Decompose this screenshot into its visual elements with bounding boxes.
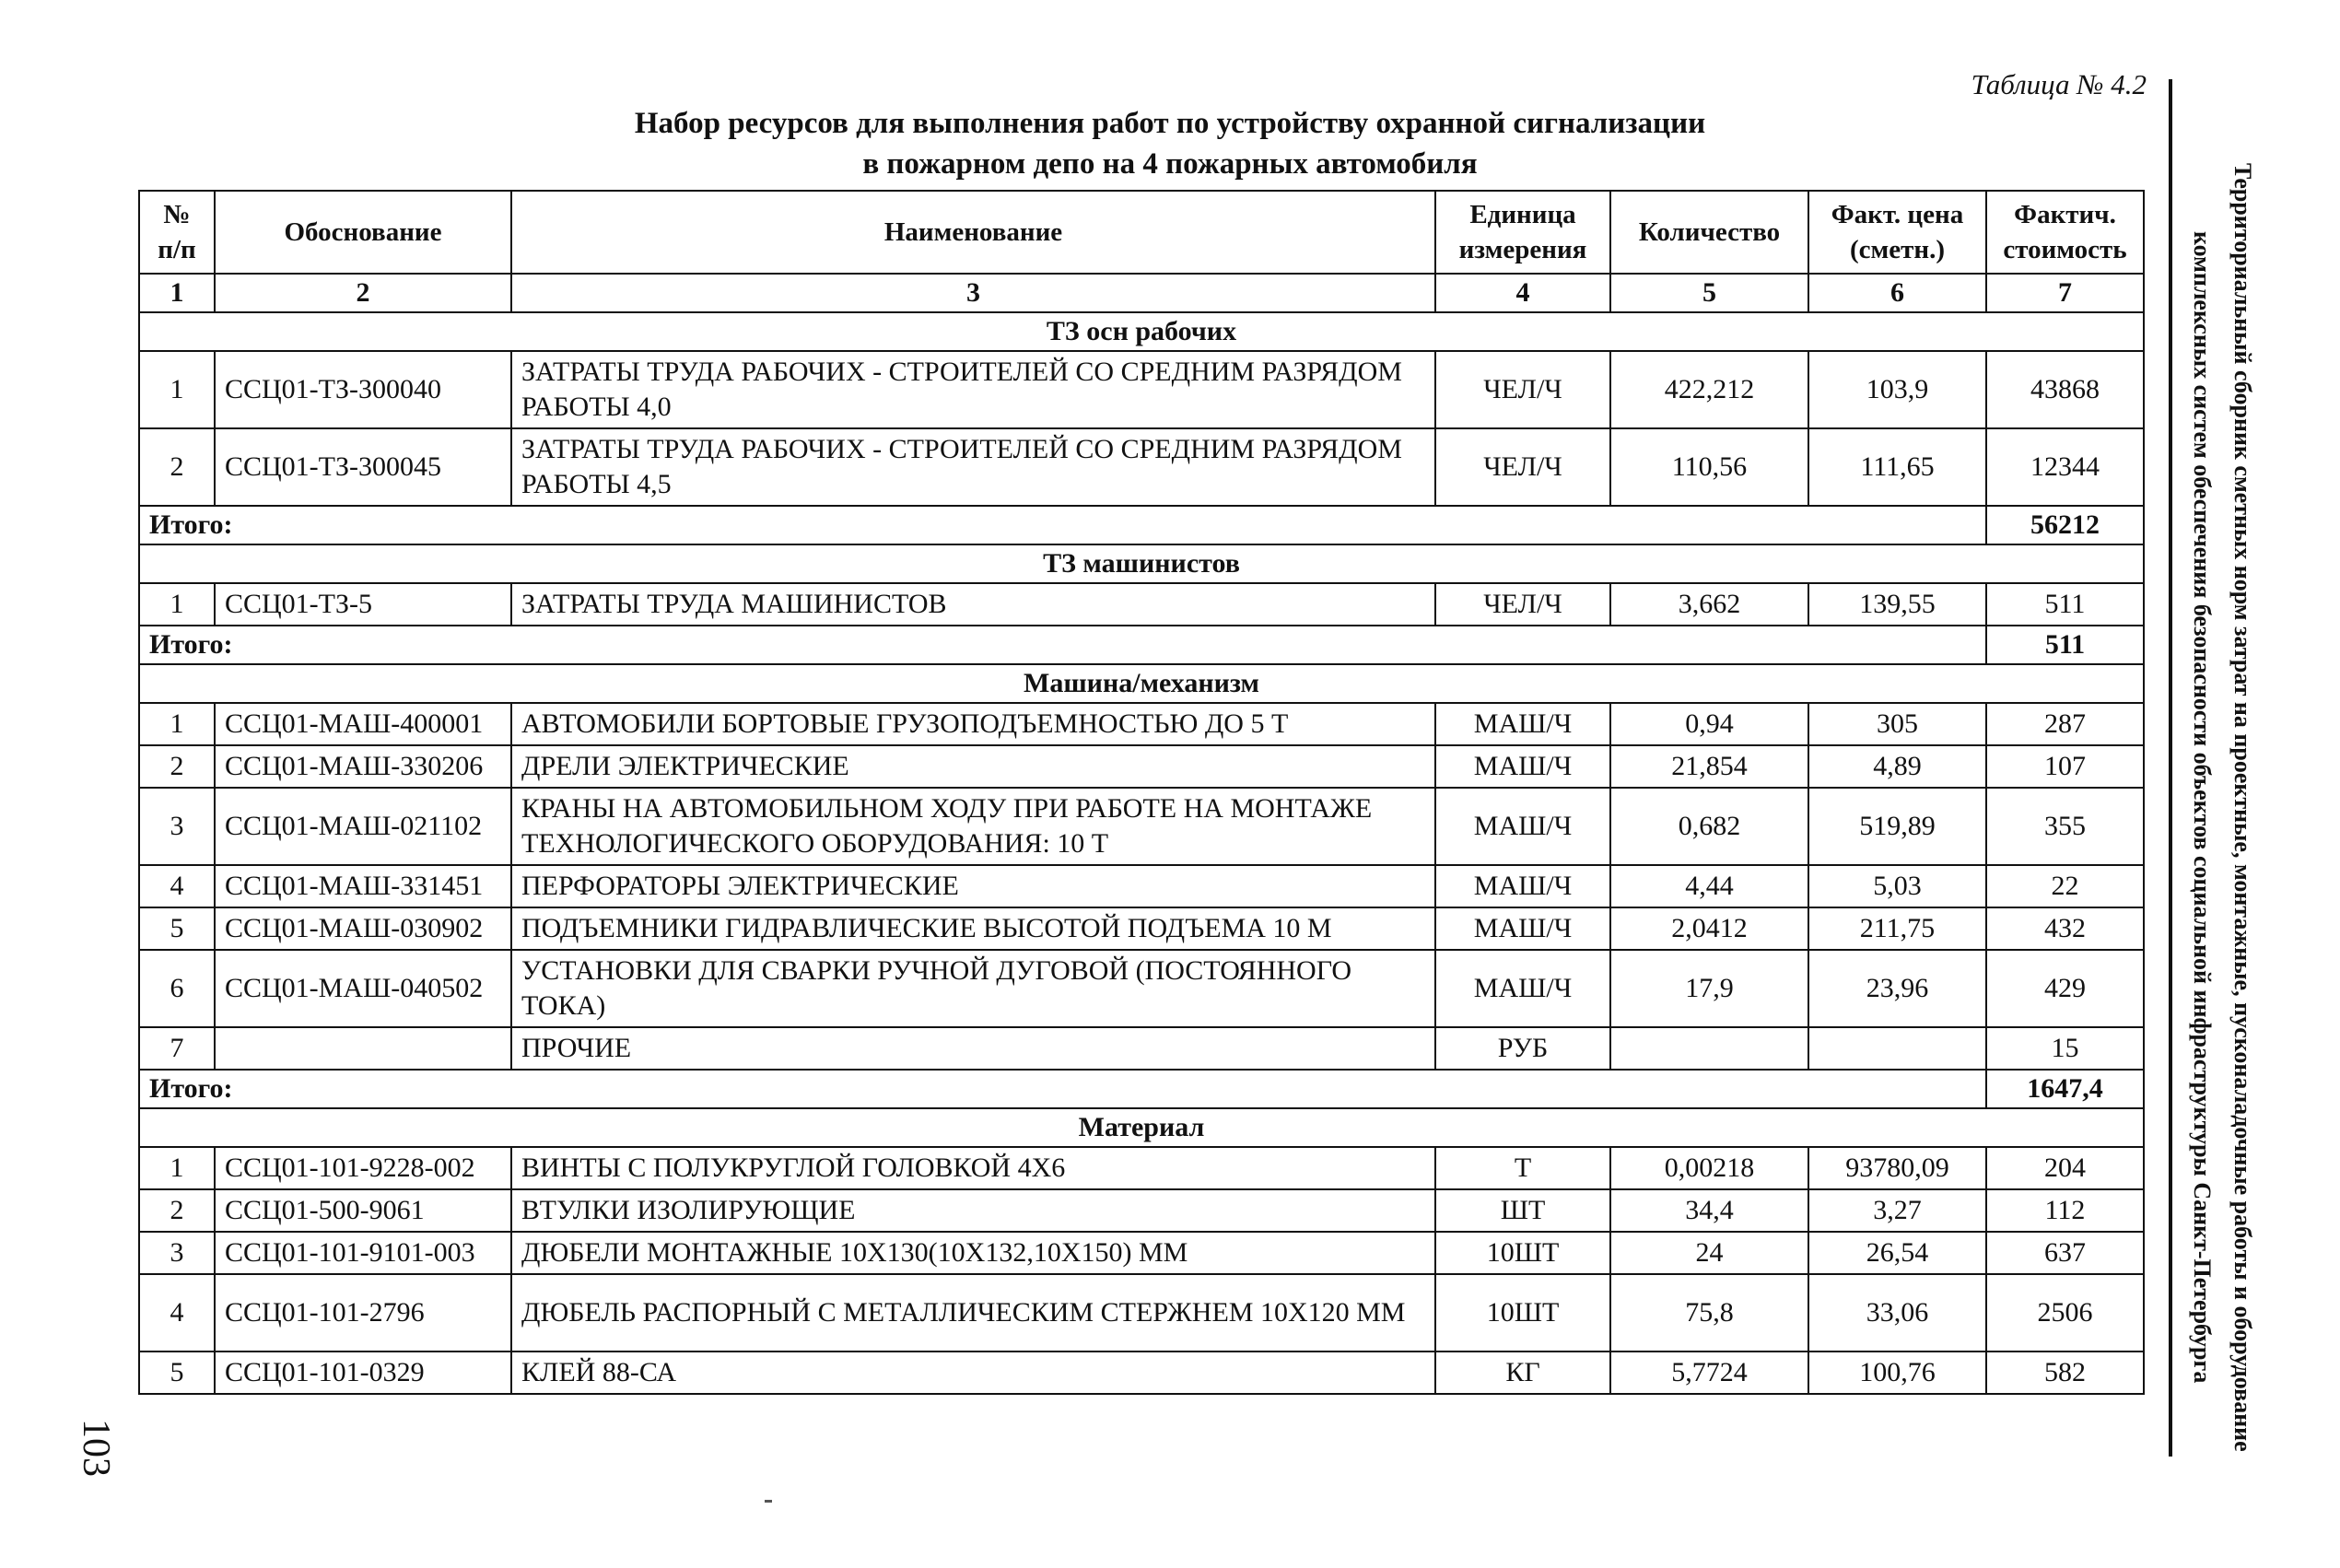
cell-qty: 5,7724 xyxy=(1610,1352,1808,1394)
cell-name: ПОДЪЕМНИКИ ГИДРАВЛИЧЕСКИЕ ВЫСОТОЙ ПОДЪЕМА 10 М xyxy=(511,907,1435,950)
col-header-no: № п/п xyxy=(139,191,215,274)
cell-name: КЛЕЙ 88-СА xyxy=(511,1352,1435,1394)
cell-basis: ССЦ01-ТЗ-300040 xyxy=(215,351,511,428)
cell-price: 33,06 xyxy=(1808,1274,1986,1352)
subtotal-label: Итого: xyxy=(139,1070,1986,1108)
col-index: 5 xyxy=(1610,274,1808,312)
table-row xyxy=(139,865,2144,907)
cell-price: 5,03 xyxy=(1808,865,1986,907)
cell-price: 4,89 xyxy=(1808,745,1986,788)
cell-cost: 15 xyxy=(1986,1027,2144,1070)
cell-price xyxy=(1808,1027,1986,1070)
cell-name: УСТАНОВКИ ДЛЯ СВАРКИ РУЧНОЙ ДУГОВОЙ (ПОСТОЯННОГО ТОКА) xyxy=(511,950,1435,1027)
table-row xyxy=(139,1274,2144,1352)
cell-unit: ШТ xyxy=(1435,1189,1610,1232)
table-row xyxy=(139,1189,2144,1232)
col-index: 6 xyxy=(1808,274,1986,312)
section-title: Материал xyxy=(139,1108,2144,1147)
cell-name: ЗАТРАТЫ ТРУДА МАШИНИСТОВ xyxy=(511,583,1435,626)
header-row xyxy=(139,191,2144,274)
title-line-1: Набор ресурсов для выполнения работ по устройству охранной сигнализации xyxy=(634,107,1706,140)
cell-cost: 432 xyxy=(1986,907,2144,950)
cell-price: 305 xyxy=(1808,703,1986,745)
col-header-unit: Единица измерения xyxy=(1435,191,1610,274)
subtotal-value: 511 xyxy=(1986,626,2144,664)
table-row xyxy=(139,703,2144,745)
table-number: Таблица № 4.2 xyxy=(1971,68,2147,100)
cell-price: 103,9 xyxy=(1808,351,1986,428)
col-header-basis: Обоснование xyxy=(215,191,511,274)
cell-no: 5 xyxy=(139,1352,215,1394)
cell-name: ПЕРФОРАТОРЫ ЭЛЕКТРИЧЕСКИЕ xyxy=(511,865,1435,907)
col-header-cost: Фактич. стоимость xyxy=(1986,191,2144,274)
cell-qty: 4,44 xyxy=(1610,865,1808,907)
cell-no: 7 xyxy=(139,1027,215,1070)
cell-unit: МАШ/Ч xyxy=(1435,950,1610,1027)
table-row xyxy=(139,788,2144,865)
cell-unit: ЧЕЛ/Ч xyxy=(1435,351,1610,428)
cell-qty: 75,8 xyxy=(1610,1274,1808,1352)
title-line-2: в пожарном депо на 4 пожарных автомобиля xyxy=(862,147,1478,181)
cell-name: КРАНЫ НА АВТОМОБИЛЬНОМ ХОДУ ПРИ РАБОТЕ НА МОНТАЖЕ ТЕХНОЛОГИЧЕСКОГО ОБОРУДОВАНИЯ: 10 Т xyxy=(511,788,1435,865)
cell-no: 3 xyxy=(139,788,215,865)
cell-basis xyxy=(215,1027,511,1070)
col-index: 3 xyxy=(511,274,1435,312)
cell-unit: 10ШТ xyxy=(1435,1274,1610,1352)
cell-name: ВИНТЫ С ПОЛУКРУГЛОЙ ГОЛОВКОЙ 4Х6 xyxy=(511,1147,1435,1189)
side-caption xyxy=(2180,162,2263,1452)
table-row xyxy=(139,950,2144,1027)
cell-name: ДРЕЛИ ЭЛЕКТРИЧЕСКИЕ xyxy=(511,745,1435,788)
cell-cost: 355 xyxy=(1986,788,2144,865)
cell-qty: 0,00218 xyxy=(1610,1147,1808,1189)
cell-cost: 22 xyxy=(1986,865,2144,907)
cell-no: 4 xyxy=(139,865,215,907)
side-caption-line-2: комплексных систем обеспечения безопасности объектов социальной инфраструктуры Санкт-Петербурга xyxy=(2189,230,2216,1384)
cell-qty: 17,9 xyxy=(1610,950,1808,1027)
cell-basis: ССЦ01-ТЗ-300045 xyxy=(215,428,511,506)
table-row xyxy=(139,1232,2144,1274)
cell-qty: 21,854 xyxy=(1610,745,1808,788)
subtotal-row xyxy=(139,506,2144,544)
cell-basis: ССЦ01-МАШ-330206 xyxy=(215,745,511,788)
cell-cost: 429 xyxy=(1986,950,2144,1027)
cell-cost: 582 xyxy=(1986,1352,2144,1394)
cell-basis: ССЦ01-МАШ-040502 xyxy=(215,950,511,1027)
cell-qty: 24 xyxy=(1610,1232,1808,1274)
cell-unit: Т xyxy=(1435,1147,1610,1189)
table-row xyxy=(139,1027,2144,1070)
cell-no: 1 xyxy=(139,583,215,626)
cell-qty: 0,682 xyxy=(1610,788,1808,865)
subtotal-label: Итого: xyxy=(139,506,1986,544)
margin-rule xyxy=(2169,79,2172,1457)
cell-no: 1 xyxy=(139,703,215,745)
table-row xyxy=(139,1352,2144,1394)
cell-no: 3 xyxy=(139,1232,215,1274)
cell-cost: 2506 xyxy=(1986,1274,2144,1352)
cell-qty: 0,94 xyxy=(1610,703,1808,745)
side-caption-line-1: Территориальный сборник сметных норм затрат на проектные, монтажные, пусконаладочные работы и оборудование xyxy=(2229,162,2256,1452)
col-header-name: Наименование xyxy=(511,191,1435,274)
col-index: 7 xyxy=(1986,274,2144,312)
cell-qty: 34,4 xyxy=(1610,1189,1808,1232)
cell-price: 139,55 xyxy=(1808,583,1986,626)
cell-unit: 10ШТ xyxy=(1435,1232,1610,1274)
subtotal-row xyxy=(139,1070,2144,1108)
section-title: ТЗ машинистов xyxy=(139,544,2144,583)
cell-name: ДЮБЕЛИ МОНТАЖНЫЕ 10Х130(10Х132,10Х150) ММ xyxy=(511,1232,1435,1274)
cell-basis: ССЦ01-101-0329 xyxy=(215,1352,511,1394)
cell-no: 4 xyxy=(139,1274,215,1352)
resources-table xyxy=(138,190,2145,1395)
cell-basis: ССЦ01-101-9101-003 xyxy=(215,1232,511,1274)
col-index: 2 xyxy=(215,274,511,312)
table-row xyxy=(139,351,2144,428)
cell-price: 3,27 xyxy=(1808,1189,1986,1232)
subtotal-value: 1647,4 xyxy=(1986,1070,2144,1108)
cell-unit: МАШ/Ч xyxy=(1435,788,1610,865)
cell-qty: 110,56 xyxy=(1610,428,1808,506)
cell-name: ЗАТРАТЫ ТРУДА РАБОЧИХ - СТРОИТЕЛЕЙ СО СРЕДНИМ РАЗРЯДОМ РАБОТЫ 4,5 xyxy=(511,428,1435,506)
table-row xyxy=(139,428,2144,506)
cell-basis: ССЦ01-МАШ-030902 xyxy=(215,907,511,950)
subtotal-value: 56212 xyxy=(1986,506,2144,544)
subtotal-label: Итого: xyxy=(139,626,1986,664)
cell-name: ПРОЧИЕ xyxy=(511,1027,1435,1070)
col-index: 1 xyxy=(139,274,215,312)
cell-unit: ЧЕЛ/Ч xyxy=(1435,428,1610,506)
cell-price: 211,75 xyxy=(1808,907,1986,950)
cell-name: ВТУЛКИ ИЗОЛИРУЮЩИЕ xyxy=(511,1189,1435,1232)
col-index: 4 xyxy=(1435,274,1610,312)
cell-no: 2 xyxy=(139,1189,215,1232)
col-header-qty: Количество xyxy=(1610,191,1808,274)
cell-cost: 637 xyxy=(1986,1232,2144,1274)
cell-unit: КГ xyxy=(1435,1352,1610,1394)
cell-no: 6 xyxy=(139,950,215,1027)
cell-unit: МАШ/Ч xyxy=(1435,703,1610,745)
cell-cost: 112 xyxy=(1986,1189,2144,1232)
column-index-row xyxy=(139,274,2144,312)
cell-basis: ССЦ01-101-9228-002 xyxy=(215,1147,511,1189)
cell-cost: 204 xyxy=(1986,1147,2144,1189)
section-header-row xyxy=(139,1108,2144,1147)
cell-name: ДЮБЕЛЬ РАСПОРНЫЙ С МЕТАЛЛИЧЕСКИМ СТЕРЖНЕМ 10Х120 ММ xyxy=(511,1274,1435,1352)
section-title: ТЗ осн рабочих xyxy=(139,312,2144,351)
cell-basis: ССЦ01-ТЗ-5 xyxy=(215,583,511,626)
cell-name: ЗАТРАТЫ ТРУДА РАБОЧИХ - СТРОИТЕЛЕЙ СО СРЕДНИМ РАЗРЯДОМ РАБОТЫ 4,0 xyxy=(511,351,1435,428)
section-title: Машина/механизм xyxy=(139,664,2144,703)
cell-price: 111,65 xyxy=(1808,428,1986,506)
cell-cost: 287 xyxy=(1986,703,2144,745)
cell-price: 26,54 xyxy=(1808,1232,1986,1274)
col-header-price: Факт. цена (сметн.) xyxy=(1808,191,1986,274)
table-row xyxy=(139,745,2144,788)
cell-basis: ССЦ01-МАШ-400001 xyxy=(215,703,511,745)
cell-no: 5 xyxy=(139,907,215,950)
cell-cost: 107 xyxy=(1986,745,2144,788)
cell-unit: ЧЕЛ/Ч xyxy=(1435,583,1610,626)
cell-no: 2 xyxy=(139,745,215,788)
cell-no: 1 xyxy=(139,1147,215,1189)
scan-mark xyxy=(765,1500,772,1503)
cell-price: 93780,09 xyxy=(1808,1147,1986,1189)
cell-qty: 422,212 xyxy=(1610,351,1808,428)
subtotal-row xyxy=(139,626,2144,664)
cell-cost: 43868 xyxy=(1986,351,2144,428)
table-row xyxy=(139,583,2144,626)
section-header-row xyxy=(139,664,2144,703)
cell-unit: РУБ xyxy=(1435,1027,1610,1070)
page-number: 103 xyxy=(75,1419,117,1477)
cell-price: 100,76 xyxy=(1808,1352,1986,1394)
table-row xyxy=(139,1147,2144,1189)
cell-basis: ССЦ01-101-2796 xyxy=(215,1274,511,1352)
cell-basis: ССЦ01-МАШ-021102 xyxy=(215,788,511,865)
cell-name: АВТОМОБИЛИ БОРТОВЫЕ ГРУЗОПОДЪЕМНОСТЬЮ ДО 5 Т xyxy=(511,703,1435,745)
cell-basis: ССЦ01-МАШ-331451 xyxy=(215,865,511,907)
cell-unit: МАШ/Ч xyxy=(1435,745,1610,788)
cell-qty xyxy=(1610,1027,1808,1070)
document-title xyxy=(138,103,2202,184)
cell-cost: 12344 xyxy=(1986,428,2144,506)
cell-qty: 2,0412 xyxy=(1610,907,1808,950)
cell-unit: МАШ/Ч xyxy=(1435,865,1610,907)
cell-price: 519,89 xyxy=(1808,788,1986,865)
cell-no: 2 xyxy=(139,428,215,506)
cell-qty: 3,662 xyxy=(1610,583,1808,626)
cell-cost: 511 xyxy=(1986,583,2144,626)
section-header-row xyxy=(139,312,2144,351)
cell-basis: ССЦ01-500-9061 xyxy=(215,1189,511,1232)
cell-no: 1 xyxy=(139,351,215,428)
section-header-row xyxy=(139,544,2144,583)
table-row xyxy=(139,907,2144,950)
cell-unit: МАШ/Ч xyxy=(1435,907,1610,950)
cell-price: 23,96 xyxy=(1808,950,1986,1027)
